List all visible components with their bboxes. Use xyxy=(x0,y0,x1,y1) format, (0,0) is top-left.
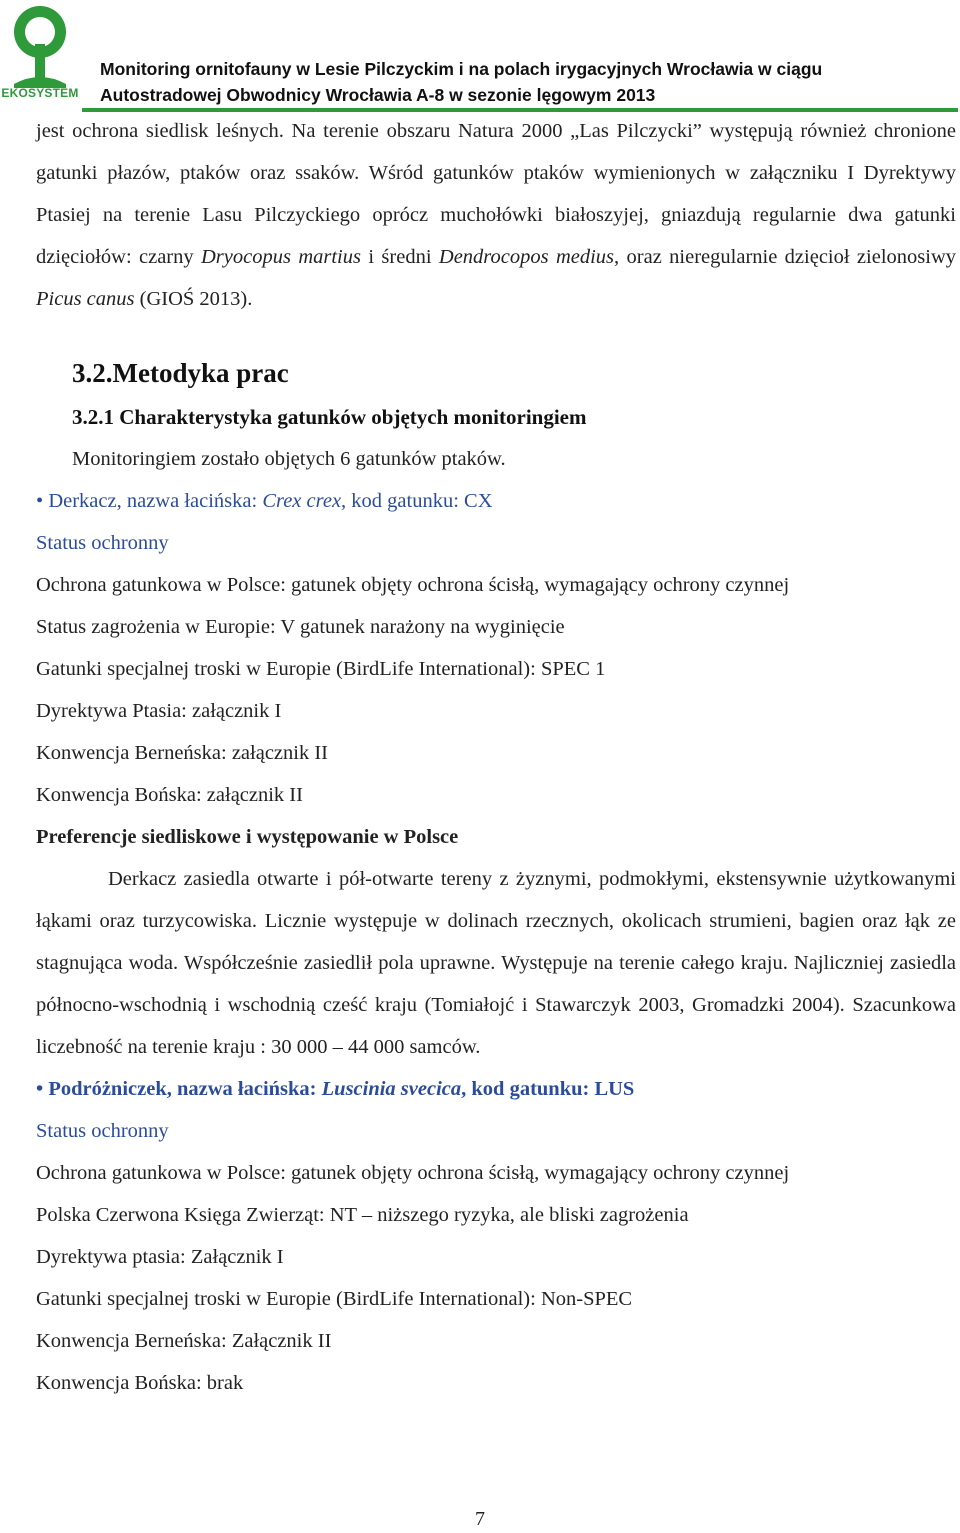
page-header xyxy=(100,56,950,108)
species-name: Dendrocopos medius xyxy=(438,246,615,268)
document-body xyxy=(36,110,956,1404)
section-heading: 3.2.Metodyka prac xyxy=(72,358,289,388)
header-line-2: Autostradowej Obwodnicy Wrocławia A-8 w sezonie lęgowym 2013 xyxy=(100,85,656,105)
intro-paragraph: jest ochrona siedlisk leśnych. Na terenie obszaru Natura 2000 „Las Pilczycki” występują również chronione gatunki płazów, ptaków oraz ssaków. Wśród gatunków ptaków wymienionych w załączniku I Dyrektywy Ptasiej na terenie Lasu Pilczyckiego oprócz muchołówki białoszyjej, gniazdują regularnie dwa gatunki dzięciołów: czarny Dryocopus martius i średni Dendrocopos medius, oraz nieregularnie dzięcioł zielonosiwy Picus canus (GIOŚ 2013). xyxy=(36,120,957,310)
status-line: Ochrona gatunkowa w Polsce: gatunek objęty ochrona ścisłą, wymagający ochrony czynnej xyxy=(36,1162,790,1184)
preferences-paragraph: Derkacz zasiedla otwarte i pół-otwarte tereny z żyznymi, podmokłymi, ekstensywnie użytkowanymi łąkami oraz turzycowiska. Licznie występuje w dolinach rzecznych, okolicach strumieni, bagien oraz łąk ze stagnująca woda. Współcześnie zasiedlił pola uprawne. Występuje na terenie całego kraju. Najliczniej zasiedla północno-wschodnią i wschodnią cześć kraju (Tomiałojć i Stawarczyk 2003, Gromadzki 2004). Szacunkowa liczebność na terenie kraju : 30 000 – 44 000 samców. xyxy=(36,868,956,1058)
subsection-heading: 3.2.1 Charakterystyka gatunków objętych monitoringiem xyxy=(72,405,587,429)
status-line: Konwencja Berneńska: Załącznik II xyxy=(36,1330,332,1352)
species-heading-derkacz: • Derkacz, nazwa łacińska: Crex crex, kod gatunku: CX xyxy=(36,490,493,512)
status-line: Status zagrożenia w Europie: V gatunek narażony na wyginięcie xyxy=(36,616,565,638)
status-line: Polska Czerwona Księga Zwierząt: NT – niższego ryzyka, ale bliski zagrożenia xyxy=(36,1204,689,1226)
species-heading-podrozniczek: • Podróżniczek, nazwa łacińska: Luscinia svecica, kod gatunku: LUS xyxy=(36,1078,635,1100)
species-name: Dryocopus martius xyxy=(201,246,361,268)
summary-text: Monitoringiem zostało objętych 6 gatunków ptaków. xyxy=(72,448,506,470)
latin-name: Luscinia svecica xyxy=(321,1078,462,1100)
status-title: Status ochronny xyxy=(36,1120,169,1142)
status-line: Gatunki specjalnej troski w Europie (BirdLife International): SPEC 1 xyxy=(36,658,606,680)
preferences-title: Preferencje siedliskowe i występowanie w Polsce xyxy=(36,826,459,848)
latin-name: Crex crex xyxy=(262,490,342,512)
status-line: Dyrektywa Ptasia: załącznik I xyxy=(36,700,282,722)
logo-text: EKOSYSTEM xyxy=(1,86,79,100)
status-line: Gatunki specjalnej troski w Europie (BirdLife International): Non-SPEC xyxy=(36,1288,633,1310)
header-line-1: Monitoring ornitofauny w Lesie Pilczyckim i na polach irygacyjnych Wrocławia w ciągu xyxy=(100,59,823,79)
tree-icon xyxy=(6,4,74,90)
status-line: Ochrona gatunkowa w Polsce: gatunek objęty ochrona ścisłą, wymagający ochrony czynnej xyxy=(36,574,790,596)
status-title: Status ochronny xyxy=(36,532,169,554)
status-line: Dyrektywa ptasia: Załącznik I xyxy=(36,1246,284,1268)
status-line: Konwencja Bońska: załącznik II xyxy=(36,784,303,806)
status-line: Konwencja Bońska: brak xyxy=(36,1372,244,1394)
page-number: 7 xyxy=(475,1508,485,1530)
species-name: Picus canus xyxy=(36,288,135,310)
status-line: Konwencja Berneńska: załącznik II xyxy=(36,742,328,764)
